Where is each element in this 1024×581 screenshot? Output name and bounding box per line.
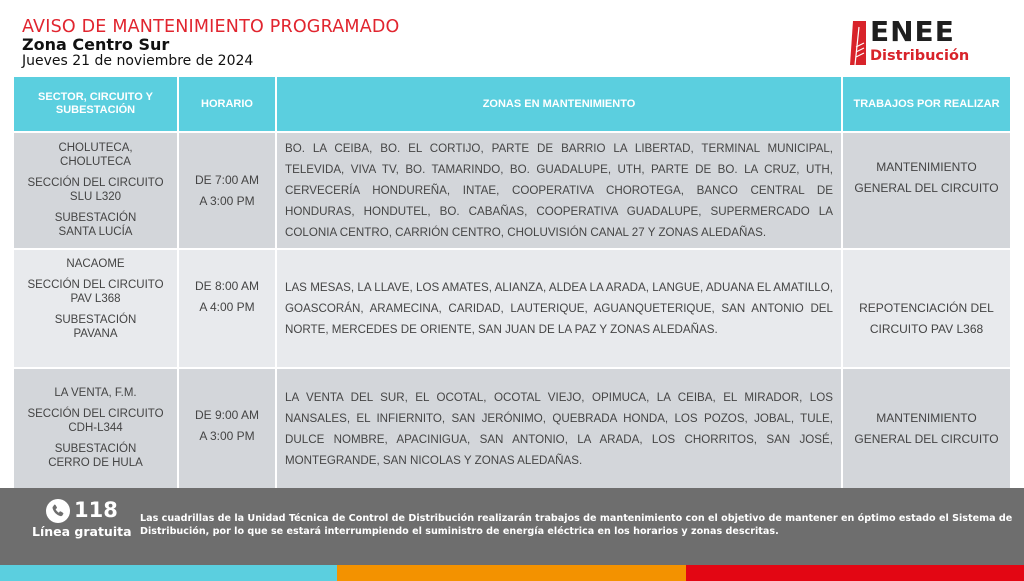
work-description: REPOTENCIACIÓN DEL CIRCUITO PAV L368: [859, 300, 994, 336]
footer-banner: [0, 488, 1024, 565]
column-header-horario: HORARIO: [179, 77, 277, 131]
table-row: [14, 369, 1010, 488]
table-header-row: [14, 77, 1010, 131]
time-from: DE 9:00 AM: [194, 407, 260, 422]
zones-list: BO. LA CEIBA, BO. EL CORTIJO, PARTE DE BARRIO LA LIBERTAD, TERMINAL MUNICIPAL, TELEVIDA, VIVA TV, BO. TAMARINDO, BO. GUADALUPE, UTH, PARTE DE BO. LA CRUZ, UTH, CERVECERÍA HONDUREÑA, INTAE, COOPERATIVA CHOROTEGA, BANCO CENTRAL DE HONDURAS, HONDUTEL, BO. CABAÑAS, COOPERATIVA GUADALUPE, SUPERMERCADO LA COLONIA CENTRO, CARRIÓN CENTRO, CHOLUVISIÓN CANAL 27 Y ZONAS ALEDAÑAS.: [285, 142, 833, 239]
work-description: MANTENIMIENTO GENERAL DEL CIRCUITO: [854, 160, 999, 195]
substation-name: SANTA LUCÍA: [58, 226, 133, 238]
enee-tower-logo-icon: [850, 21, 866, 65]
zones-cell: [277, 133, 843, 248]
column-header-trabajos: TRABAJOS POR REALIZAR: [853, 97, 1000, 110]
zones-cell: [277, 250, 843, 367]
time-to: A 3:00 PM: [199, 428, 255, 443]
bar-red: [686, 565, 1024, 581]
time-from: DE 8:00 AM: [194, 279, 260, 293]
sector-cell: [14, 133, 179, 248]
circuit-id: PAV L368: [70, 293, 121, 305]
notice-date: Jueves 21 de noviembre de 2024: [22, 53, 254, 69]
circuit-label: SECCIÓN DEL CIRCUITO: [27, 177, 164, 189]
circuit-label: SECCIÓN DEL CIRCUITO: [27, 408, 164, 420]
zones-list: LA VENTA DEL SUR, EL OCOTAL, OCOTAL VIEJO, OPIMUCA, LA CEIBA, EL MIRADOR, LOS NANSALES, EL INFIERNITO, SAN JERÓNIMO, QUEBRADA HONDA, LOS POZOS, JOBAL, TULE, DULCE NOMBRE, APACINIGUA, SAN ANTONIO, LA ARADA, LOS CHORRITOS, SAN JOSÉ, MONTEGRANDE, SAN NICOLAS Y ZONAS ALEDAÑAS.: [285, 390, 833, 467]
sector-cell: [14, 250, 179, 367]
sector-name: NACAOME: [66, 258, 125, 270]
time-to: A 3:00 PM: [199, 193, 255, 208]
enee-logo: [848, 15, 998, 68]
table-row: [14, 250, 1010, 367]
notice-header: [0, 0, 1024, 77]
column-header-sector: SECTOR, CIRCUITO Y SUBESTACIÓN: [14, 77, 179, 131]
circuit-id: SLU L320: [69, 191, 122, 203]
sector-name: LA VENTA, F.M.: [54, 387, 137, 399]
time-to: A 4:00 PM: [199, 300, 255, 314]
logo-brand: ENEE: [870, 15, 955, 48]
maintenance-table: [14, 77, 1010, 488]
bar-cyan: [0, 565, 337, 581]
logo-subbrand: Distribución: [870, 48, 970, 64]
schedule-cell: [179, 369, 277, 488]
work-cell: [843, 369, 1010, 488]
time-from: DE 7:00 AM: [194, 172, 260, 187]
phone-icon: [46, 499, 70, 523]
hotline-label: Línea gratuita: [32, 524, 132, 539]
work-description: MANTENIMIENTO GENERAL DEL CIRCUITO: [854, 410, 999, 446]
work-cell: [843, 133, 1010, 248]
schedule-cell: [179, 250, 277, 367]
hotline-number: 118: [74, 498, 118, 522]
work-cell: [843, 250, 1010, 367]
substation-name: PAVANA: [73, 328, 118, 340]
substation-name: CERRO DE HULA: [48, 457, 143, 469]
zones-cell: [277, 369, 843, 488]
schedule-cell: [179, 133, 277, 248]
column-header-zonas: ZONAS EN MANTENIMIENTO: [277, 77, 843, 131]
footer-notice: Las cuadrillas de la Unidad Técnica de Control de Distribución realizarán trabajos de mantenimiento con el objetivo de mantener en óptimo estado el Sistema de Distribución, por lo que se estará interrumpiendo el suministro de energía eléctrica en los horarios y zonas descritas.: [140, 513, 1013, 537]
sector-cell: [14, 369, 179, 488]
notice-title: AVISO DE MANTENIMIENTO PROGRAMADO: [22, 17, 400, 37]
circuit-label: SECCIÓN DEL CIRCUITO: [27, 279, 164, 291]
substation-label: SUBESTACIÓN: [54, 314, 137, 326]
brand-color-bars: [0, 565, 1024, 581]
table-row: [14, 133, 1010, 248]
zone-name: Zona Centro Sur: [22, 35, 170, 54]
substation-label: SUBESTACIÓN: [54, 443, 137, 455]
zones-list: LAS MESAS, LA LLAVE, LOS AMATES, ALIANZA, ALDEA LA ARADA, LANGUE, ADUANA EL AMATILLO, GOASCORÁN, ARAMECINA, CARIDAD, LAUTERIQUE, AGUANQUETERIQUE, SAN ANTONIO DEL NORTE, MERCEDES DE ORIENTE, SAN JUAN DE LA PAZ Y ZONAS ALEDAÑAS.: [285, 281, 833, 336]
circuit-id: CDH-L344: [68, 422, 123, 434]
substation-label: SUBESTACIÓN: [54, 212, 137, 224]
sector-name: CHOLUTECA, CHOLUTECA: [58, 142, 133, 168]
bar-orange: [337, 565, 686, 581]
